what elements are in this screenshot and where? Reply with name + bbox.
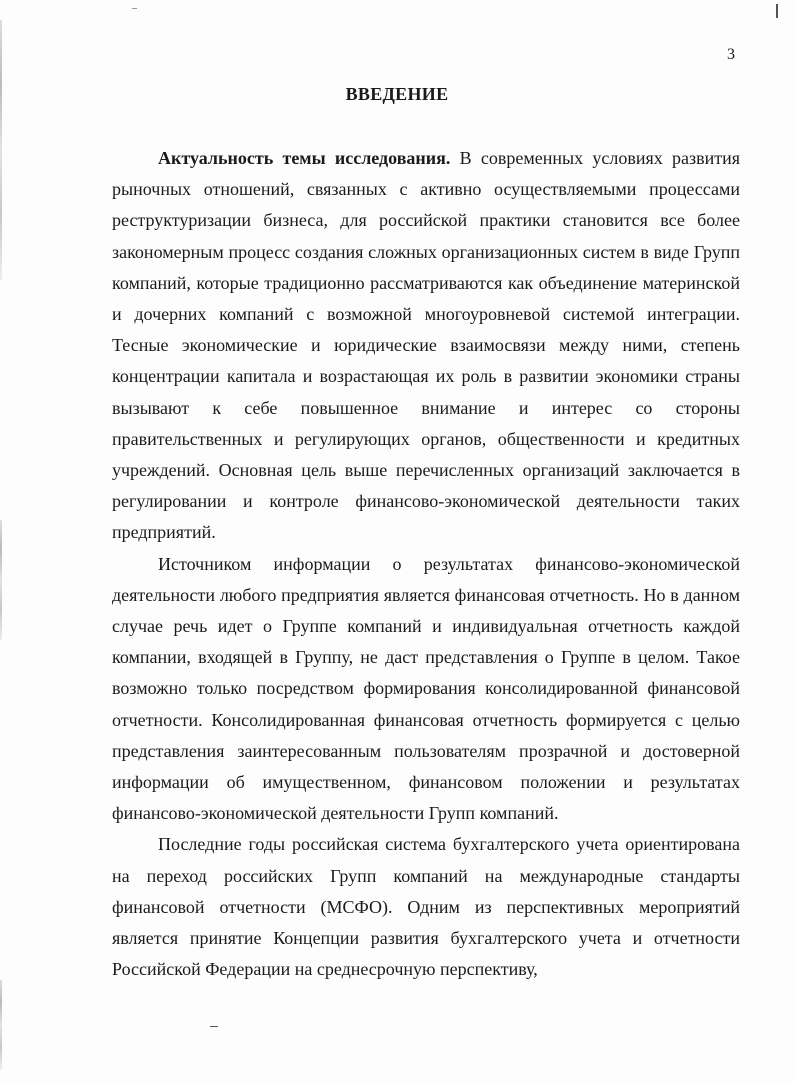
scan-edge-mark <box>0 520 2 640</box>
paragraph-text: В современных условиях развития рыночных отношений, связанных с активно осуществляемыми процессами реструктуризации бизнеса, для российской практики становится все более закономерным процесс создания сложных организационных систем в виде Групп компаний, которые традиционно рассматриваются как объединение материнской и дочерних компаний с возможной многоуровневой системой интеграции. Тесные экономические и юридические взаимосвязи между ними, степень концентрации капитала и возрастающая их роль в развитии экономики страны вызывают к себе повышенное внимание и интерес со стороны правительственных и регулирующих органов, общественности и кредитных учреждений. Основная цель выше перечисленных организаций заключается в регулировании и контроле финансово-экономической деятельности таких предприятий. <box>112 148 740 543</box>
scan-speck <box>210 1026 218 1027</box>
paragraph-ifrs-transition: Последние годы российская система бухгалтерского учета ориентирована на переход российских Групп компаний на международные стандарты финансовой отчетности (МСФО). Одним из перспективных мероприятий является принятие Концепции развития бухгалтерского учета и отчетности Российской Федерации на среднесрочную перспективу, <box>112 834 740 980</box>
page-number: 3 <box>727 46 735 63</box>
section-heading: ВВЕДЕНИЕ <box>345 84 449 104</box>
paragraph-information-source: Источником информации о результатах финансово-экономической деятельности любого предприятия является финансовая отчетность. Но в данном случае речь идет о Группе компаний и индивидуальная отчетность каждой компании, входящей в Группу, не даст представления о Группе в целом. Такое возможно только посредством формирования консолидированной финансовой отчетности. Консолидированная финансовая отчетность формируется с целью представления заинтересованным пользователям прозрачной и достоверной информации об имущественном, финансовом положении и результатах финансово-экономической деятельности Групп компаний. <box>112 553 740 824</box>
scan-speck <box>132 8 137 9</box>
paragraph-lead: Актуальность темы исследования. <box>158 148 451 168</box>
scan-edge-mark <box>0 20 2 280</box>
scan-speck <box>776 4 778 18</box>
paragraph-relevance <box>112 143 740 549</box>
scan-edge-mark <box>0 980 2 1070</box>
body-text <box>112 143 740 985</box>
